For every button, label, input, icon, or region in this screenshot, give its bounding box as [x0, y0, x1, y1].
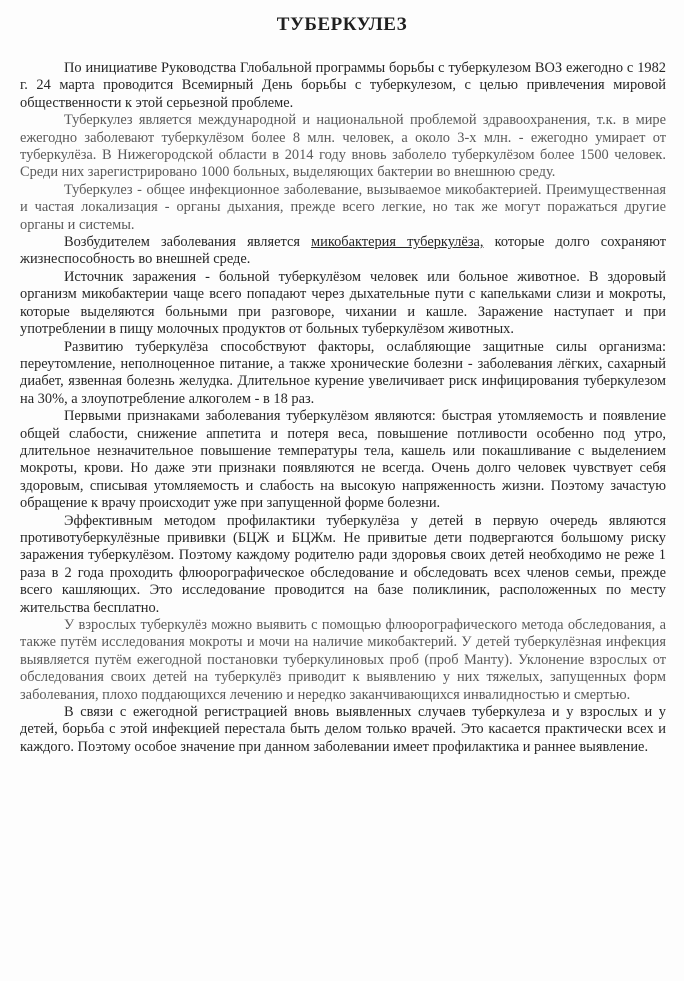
paragraph-detection: У взрослых туберкулёз можно выявить с помощью флюорографического метода обследования, а также путём исследования мокроты и мочи на наличие микобактерий. У детей туберкулёзная инфекция выявляется путём ежегодной постановки туберкулиновых проб (проб Манту). Уклонение взрослых от обследования своих детей на туберкулёз приводит к выявлению у них тяжелых, запущенных форм заболевания, плохо поддающихся лечению и нередко заканчивающихся инвалидностью и смертью.	[20, 617, 666, 703]
pathogen-text-before: Возбудителем заболевания является	[64, 234, 312, 251]
paragraph-intro: По инициативе Руководства Глобальной программы борьбы с туберкулезом ВОЗ ежегодно с 1982 г. 24 марта проводится Всемирный День борьбы с туберкулезом, с целью привлечения мировой общественности к этой серьезной проблеме.	[20, 60, 666, 111]
paragraph-statistics: Туберкулез является международной и национальной проблемой здравоохранения, т.к. в мире ежегодно заболевают туберкулёзом более 8 млн. человек, а около 3-х млн. - ежегодно умирает от туберкулёза. В Нижегородской области в 2014 году вновь заболело туберкулёзом более 1500 человек. Среди них зарегистрировано 1000 больных, выделяющих бактерии во внешнюю среду.	[20, 112, 666, 181]
paragraph-conclusion: В связи с ежегодной регистрацией вновь выявленных случаев туберкулеза и у взрослых и у детей, борьба с этой инфекцией перестала быть делом только врачей. Это касается практически всех и каждого. Поэтому особое значение при данном заболевании имеет профилактика и раннее выявление.	[20, 704, 666, 755]
paragraph-definition: Туберкулез - общее инфекционное заболевание, вызываемое микобактерией. Преимущественная и частая локализация - органы дыхания, прежде всего легкие, но так же могут поражаться другие органы и системы.	[20, 181, 666, 233]
paragraph-infection-source: Источник заражения - больной туберкулёзом человек или больное животное. В здоровый организм микобактерии чаще всего попадают через дыхательные пути с капельками слизи и мокроты, которые выделяются больными при разговоре, чихании и кашле. Заражение наступает и при употреблении в пищу молочных продуктов от больных туберкулёзом животных.	[20, 268, 666, 338]
document-body	[20, 60, 666, 756]
paragraph-symptoms: Первыми признаками заболевания туберкулёзом являются: быстрая утомляемость и появление общей слабости, снижение аппетита и потеря веса, повышение потливости особенно под утро, длительное незначительное повышение температуры тела, кашель или покашливание с выделением мокроты, крови. Но даже эти признаки появляются не всегда. Очень долго человек чувствует себя здоровым, списывая утомляемость и слабость на высокую напряженность жизни. Поэтому зачастую обращение к врачу происходит уже при запущенной форме болезни.	[20, 408, 666, 512]
document-title: ТУБЕРКУЛЕЗ	[276, 14, 408, 35]
paragraph-prevention-children: Эффективным методом профилактики туберкулёза у детей в первую очередь являются противотуберкулёзные прививки (БЦЖ и БЦЖм. Не привитые дети подвергаются большому риску заражения туберкулёзом. Поэтому каждому родителю ради здоровья своих детей необходимо не реже 1 раза в 2 года проходить флюорографическое обследование и обследовать всех членов семьи, прежде всего кашляющих. Это исследование проводится на базе поликлиник, расположенных по месту жительства бесплатно.	[20, 512, 666, 616]
pathogen-text-after: которые долго сохраняют жизнеспособность во внешней среде.	[20, 234, 666, 268]
paragraph-risk-factors: Развитию туберкулёза способствуют факторы, ослабляющие защитные силы организма: переутомление, неполноценное питание, а также хронические болезни - заболевания лёгких, сахарный диабет, язвенная болезнь желудка. Длительное курение увеличивает риск инфицирования туберкулезом на 30%, а злоупотребление алкоголем - в 18 раз.	[20, 338, 666, 407]
paragraph-pathogen	[20, 234, 666, 269]
pathogen-underlined-term: микобактерия туберкулёза,	[311, 234, 484, 251]
